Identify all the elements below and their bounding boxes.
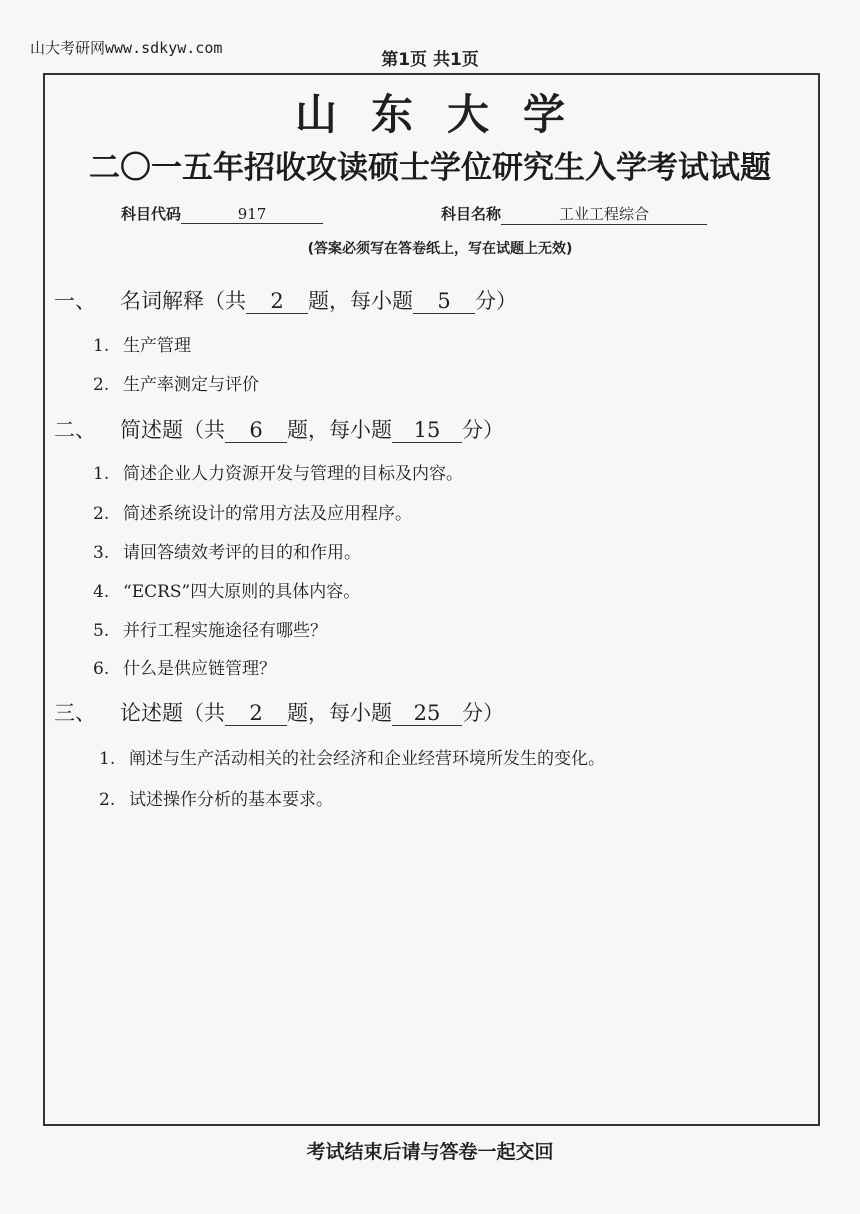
question-number: 6. bbox=[93, 659, 110, 679]
question-number: 2. bbox=[99, 790, 116, 810]
question-item bbox=[99, 744, 605, 769]
question-item bbox=[93, 538, 361, 563]
page-indicator: 第1页 共1页 bbox=[381, 50, 479, 70]
question-item bbox=[99, 785, 333, 810]
question-number: 1. bbox=[93, 336, 110, 356]
points-per-question: 5 bbox=[413, 289, 475, 314]
answer-note: (答案必须写在答卷纸上，写在试题上无效) bbox=[307, 241, 573, 257]
question-number: 4. bbox=[93, 582, 110, 602]
question-text: 什么是供应链管理？ bbox=[123, 659, 276, 679]
question-count: 6 bbox=[225, 418, 287, 443]
subject-name bbox=[441, 203, 707, 225]
watermark-text: 山大考研网www.sdkyw.com bbox=[30, 39, 223, 57]
points-per-question: 25 bbox=[392, 701, 462, 726]
section-heading bbox=[54, 697, 504, 727]
section-mid: 题，每小题 bbox=[287, 418, 392, 442]
section-name: 论述题（共 bbox=[120, 701, 225, 725]
school-name: 山东大学 bbox=[294, 90, 599, 139]
section-name: 名词解释（共 bbox=[120, 289, 246, 313]
section-end: 分） bbox=[475, 289, 517, 313]
question-item bbox=[93, 331, 191, 356]
subject-code bbox=[121, 203, 323, 224]
question-text: 试述操作分析的基本要求。 bbox=[129, 790, 333, 810]
section-number: 二、 bbox=[54, 418, 96, 442]
question-text: “ECRS”四大原则的具体内容。 bbox=[123, 582, 361, 602]
question-item bbox=[93, 370, 259, 395]
section-number: 一、 bbox=[54, 289, 96, 313]
question-item bbox=[93, 499, 412, 524]
question-item bbox=[93, 577, 360, 602]
question-text: 简述企业人力资源开发与管理的目标及内容。 bbox=[123, 464, 463, 484]
question-text: 简述系统设计的常用方法及应用程序。 bbox=[123, 504, 412, 524]
section-number: 三、 bbox=[54, 701, 96, 725]
question-text: 并行工程实施途径有哪些？ bbox=[123, 621, 327, 641]
question-number: 2. bbox=[93, 375, 110, 395]
subject-code-value: 917 bbox=[181, 205, 323, 224]
question-number: 1. bbox=[93, 464, 110, 484]
question-count: 2 bbox=[246, 289, 308, 314]
section-end: 分） bbox=[462, 701, 504, 725]
question-number: 5. bbox=[93, 621, 110, 641]
subject-name-value: 工业工程综合 bbox=[501, 203, 707, 225]
subject-name-label: 科目名称 bbox=[441, 205, 502, 223]
section-name: 简述题（共 bbox=[120, 418, 225, 442]
question-item bbox=[93, 616, 327, 641]
subject-code-label: 科目代码 bbox=[121, 205, 182, 223]
section-mid: 题，每小题 bbox=[308, 289, 413, 313]
section-mid: 题，每小题 bbox=[287, 701, 392, 725]
question-count: 2 bbox=[225, 701, 287, 726]
question-text: 请回答绩效考评的目的和作用。 bbox=[123, 543, 361, 563]
section-heading bbox=[54, 285, 517, 315]
question-number: 3. bbox=[93, 543, 110, 563]
section-heading bbox=[54, 414, 504, 444]
question-item bbox=[93, 459, 463, 484]
footer-instruction: 考试结束后请与答卷一起交回 bbox=[306, 1141, 554, 1163]
question-text: 阐述与生产活动相关的社会经济和企业经营环境所发生的变化。 bbox=[129, 749, 605, 769]
question-text: 生产管理 bbox=[123, 336, 191, 356]
question-number: 2. bbox=[93, 504, 110, 524]
question-text: 生产率测定与评价 bbox=[123, 375, 259, 395]
question-item bbox=[93, 654, 276, 679]
points-per-question: 15 bbox=[392, 418, 462, 443]
question-number: 1. bbox=[99, 749, 116, 769]
section-end: 分） bbox=[462, 418, 504, 442]
exam-title: 二〇一五年招收攻读硕士学位研究生入学考试试题 bbox=[89, 150, 771, 186]
